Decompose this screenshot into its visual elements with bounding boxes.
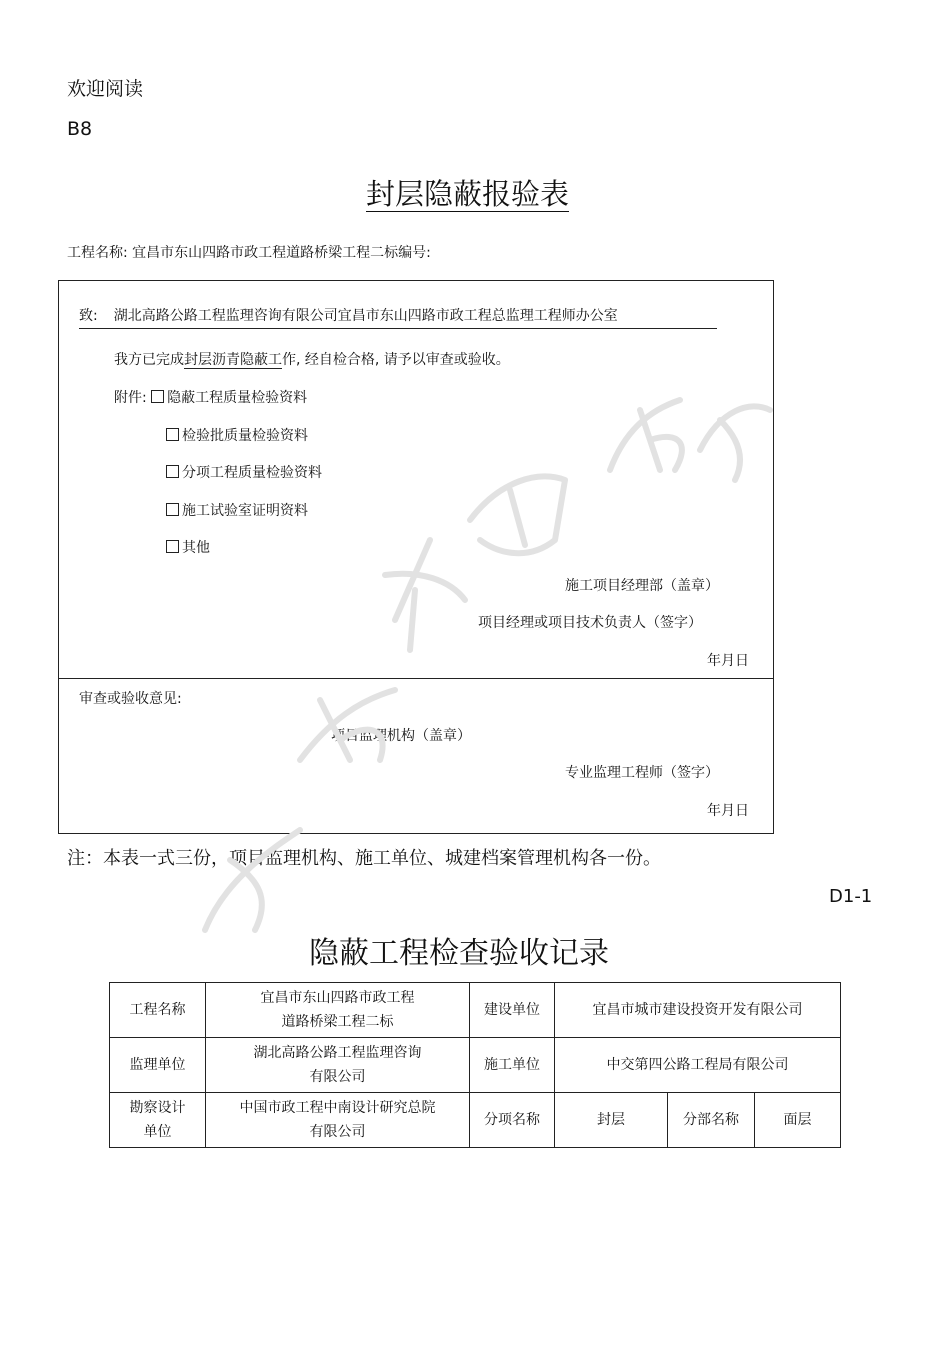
- cell-value: 中交第四公路工程局有限公司: [555, 1038, 841, 1093]
- checkbox-icon[interactable]: [151, 390, 164, 403]
- attachment-item: [166, 500, 308, 520]
- table-row: [110, 1093, 841, 1148]
- completion-item: 封层沥青隐蔽工: [184, 352, 282, 368]
- table-row: [110, 1038, 841, 1093]
- to-label: 致:: [79, 308, 98, 324]
- supervisor-seal: 项目监理机构（盖章）: [331, 728, 471, 744]
- attachments-label: 附件:: [114, 390, 147, 406]
- checkbox-icon[interactable]: [166, 540, 179, 553]
- form-title: [0, 172, 935, 213]
- cell-value: 宜昌市东山四路市政工程 道路桥梁工程二标: [206, 983, 470, 1038]
- date-field: 年月日: [707, 653, 749, 669]
- cell-label: 施工单位: [470, 1038, 555, 1093]
- completion-pre: 我方已完成: [114, 352, 184, 368]
- completion-post: 作, 经自检合格, 请予以审查或验收。: [282, 352, 510, 368]
- section-divider: [59, 678, 773, 679]
- attachment-label: 其他: [182, 540, 210, 556]
- record-title: 隐蔽工程检查验收记录: [309, 936, 609, 971]
- cell-value: 封层: [555, 1093, 668, 1148]
- cell-label: 分项名称: [470, 1093, 555, 1148]
- cell-label: 分部名称: [668, 1093, 755, 1148]
- attachment-label: 隐蔽工程质量检验资料: [167, 390, 308, 406]
- checkbox-icon[interactable]: [166, 465, 179, 478]
- attachment-item: [166, 537, 210, 557]
- inspection-form-box: [58, 280, 774, 834]
- attachment-label: 检验批质量检验资料: [182, 428, 308, 444]
- completion-statement: [114, 349, 510, 369]
- welcome-text: 欢迎阅读: [67, 78, 144, 100]
- table-row: [110, 983, 841, 1038]
- attachment-first: [114, 387, 307, 407]
- cell-label: 勘察设计 单位: [110, 1093, 206, 1148]
- attachment-label: 分项工程质量检验资料: [182, 465, 322, 481]
- form-code: B8: [67, 118, 93, 140]
- cell-value: 面层: [755, 1093, 841, 1148]
- contractor-signer: 项目经理或项目技术负责人（签字）: [478, 615, 702, 631]
- checkbox-icon[interactable]: [166, 503, 179, 516]
- review-opinion-label: 审查或验收意见:: [79, 691, 182, 707]
- attachment-label: 施工试验室证明资料: [182, 503, 308, 519]
- cell-value: 宜昌市城市建设投资开发有限公司: [555, 983, 841, 1038]
- form-title-text: 封层隐蔽报验表: [365, 177, 569, 211]
- addressee-text: 湖北高路公路工程监理咨询有限公司宜昌市东山四路市政工程总监理工程师办公室: [113, 308, 618, 324]
- cell-label: 监理单位: [110, 1038, 206, 1093]
- checkbox-icon[interactable]: [166, 428, 179, 441]
- attachment-item: [166, 462, 322, 482]
- cell-label: 工程名称: [110, 983, 206, 1038]
- date-field: 年月日: [707, 803, 749, 819]
- cell-value: 湖北高路公路工程监理咨询 有限公司: [206, 1038, 470, 1093]
- attachment-item: [166, 425, 308, 445]
- cell-value: 中国市政工程中南设计研究总院 有限公司: [206, 1093, 470, 1148]
- contractor-seal: 施工项目经理部（盖章）: [565, 578, 719, 594]
- record-code: D1-1: [829, 886, 873, 907]
- form-note: 注：本表一式三份，项目监理机构、施工单位、城建档案管理机构各一份。: [67, 848, 661, 869]
- cell-label: 建设单位: [470, 983, 555, 1038]
- record-table: [109, 982, 841, 1148]
- addressee-line: [79, 305, 717, 329]
- project-name-line: 工程名称: 宜昌市东山四路市政工程道路桥梁工程二标编号:: [67, 245, 431, 261]
- supervisor-signer: 专业监理工程师（签字）: [565, 765, 719, 781]
